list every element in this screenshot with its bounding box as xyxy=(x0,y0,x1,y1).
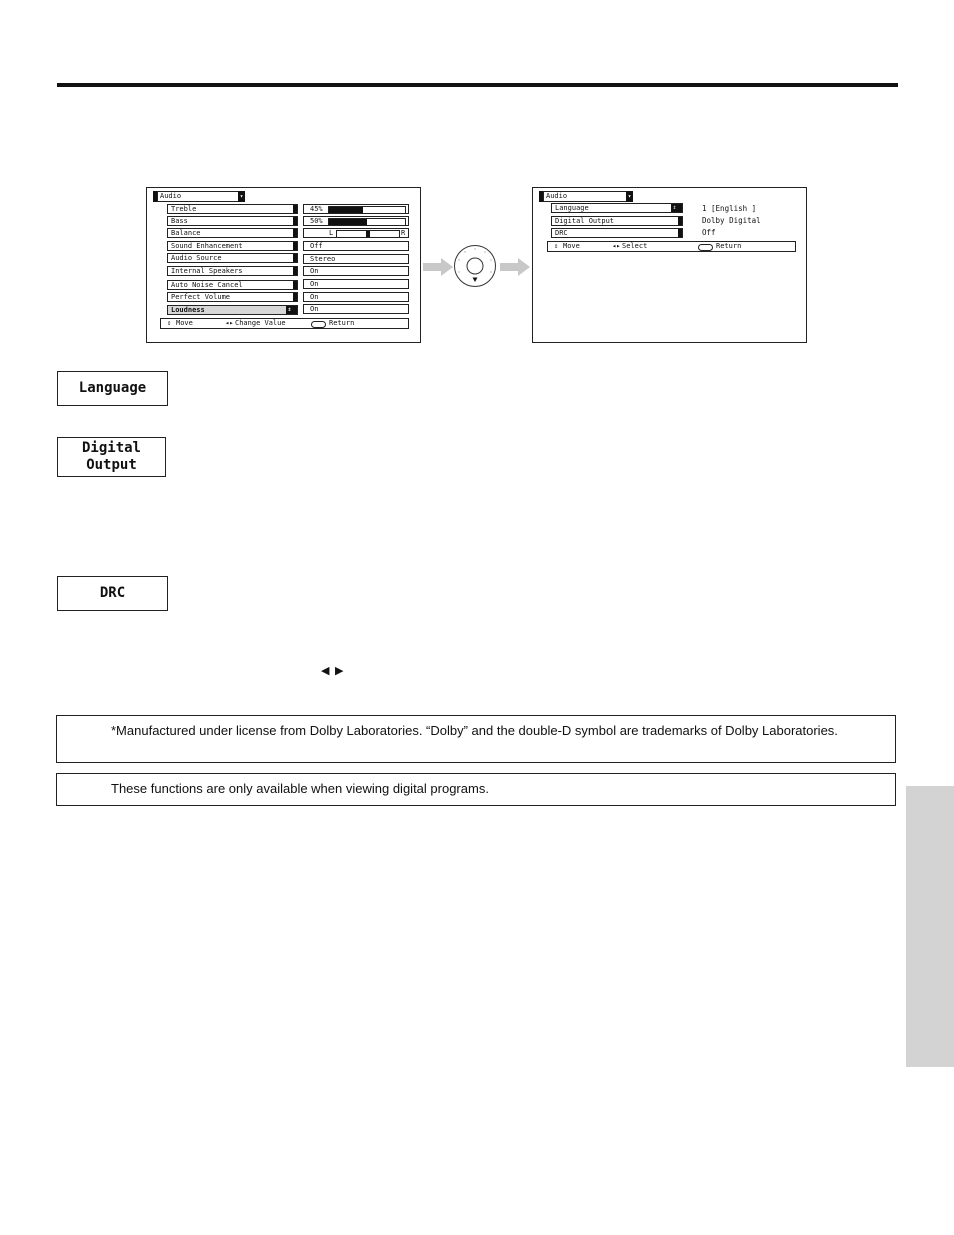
menu-item-drc[interactable]: DRC xyxy=(551,228,683,238)
balance-marker xyxy=(366,231,370,237)
digital-only-note: These functions are only available when viewing digital programs. xyxy=(56,773,896,806)
balance-left-label: L xyxy=(329,229,334,237)
drc-value: Off xyxy=(702,228,716,237)
treble-value: 45% xyxy=(303,204,409,214)
section-label-drc: DRC xyxy=(57,576,168,611)
menu-item-loudness[interactable]: Loudness ⇕ xyxy=(167,305,298,315)
audio-menu-screen-right xyxy=(532,187,807,343)
menu-item-digital-output[interactable]: Digital Output xyxy=(551,216,683,226)
side-tab xyxy=(906,786,954,1067)
internal-speakers-value: On xyxy=(303,266,409,276)
left-right-arrow-icon: ◂▸ xyxy=(225,319,234,327)
audio-source-value: Stereo xyxy=(303,254,409,264)
bass-level-bar xyxy=(328,218,406,226)
menu-item-internal-speakers[interactable]: Internal Speakers xyxy=(167,266,298,276)
language-value: 1 [English ] xyxy=(702,204,757,213)
right-arrow-icon xyxy=(500,258,530,276)
perfect-volume-value: On xyxy=(303,292,409,302)
return-button-icon xyxy=(698,244,713,251)
menu-nav-hint-bar: ⇕ Move ◂▸ Select Return xyxy=(547,241,796,252)
up-down-arrow-icon: ⇕ xyxy=(167,319,172,327)
header-rule xyxy=(57,83,898,87)
balance-value xyxy=(303,228,409,238)
left-right-arrow-icon: ◀ ▶ xyxy=(321,664,345,677)
left-right-arrow-icon: ◂▸ xyxy=(612,242,621,250)
bass-value: 50% xyxy=(303,216,409,226)
up-down-arrow-icon: ⇕ xyxy=(672,204,677,211)
menu-title: Audio ▾ xyxy=(157,191,245,202)
sound-enhancement-value: Off xyxy=(303,241,409,251)
menu-item-auto-noise-cancel[interactable]: Auto Noise Cancel xyxy=(167,280,298,290)
menu-item-perfect-volume[interactable]: Perfect Volume xyxy=(167,292,298,302)
auto-noise-cancel-value: On xyxy=(303,279,409,289)
menu-item-audio-source[interactable]: Audio Source xyxy=(167,253,298,263)
return-button-icon xyxy=(311,321,326,328)
dropdown-arrow-icon: ▾ xyxy=(627,193,632,200)
up-down-arrow-icon: ⇕ xyxy=(287,306,292,313)
menu-item-bass[interactable]: Bass xyxy=(167,216,298,226)
remote-dial-icon xyxy=(453,244,497,288)
menu-item-treble[interactable]: Treble xyxy=(167,204,298,214)
dropdown-arrow-icon: ▾ xyxy=(239,193,244,200)
menu-item-balance[interactable]: Balance xyxy=(167,228,298,238)
audio-menu-screen-left xyxy=(146,187,421,343)
right-arrow-icon xyxy=(423,258,453,276)
dolby-trademark-note: *Manufactured under license from Dolby Laboratories. “Dolby” and the double-D symbol are trademarks of Dolby Laboratories. xyxy=(56,715,896,763)
up-down-arrow-icon: ⇕ xyxy=(554,242,559,250)
balance-bar xyxy=(336,230,400,238)
balance-right-label: R xyxy=(401,229,406,237)
bass-level-fill xyxy=(329,219,367,225)
menu-item-language[interactable]: Language ⇕ xyxy=(551,203,683,213)
menu-title: Audio ▾ xyxy=(543,191,633,202)
section-label-digital-output: Digital Output xyxy=(57,437,166,477)
digital-output-value: Dolby Digital xyxy=(702,216,761,225)
menu-nav-hint-bar: ⇕ Move ◂▸ Change Value Return xyxy=(160,318,409,329)
section-label-language: Language xyxy=(57,371,168,406)
treble-level-fill xyxy=(329,207,363,213)
treble-level-bar xyxy=(328,206,406,214)
menu-item-sound-enhancement[interactable]: Sound Enhancement xyxy=(167,241,298,251)
loudness-value: On xyxy=(303,304,409,314)
